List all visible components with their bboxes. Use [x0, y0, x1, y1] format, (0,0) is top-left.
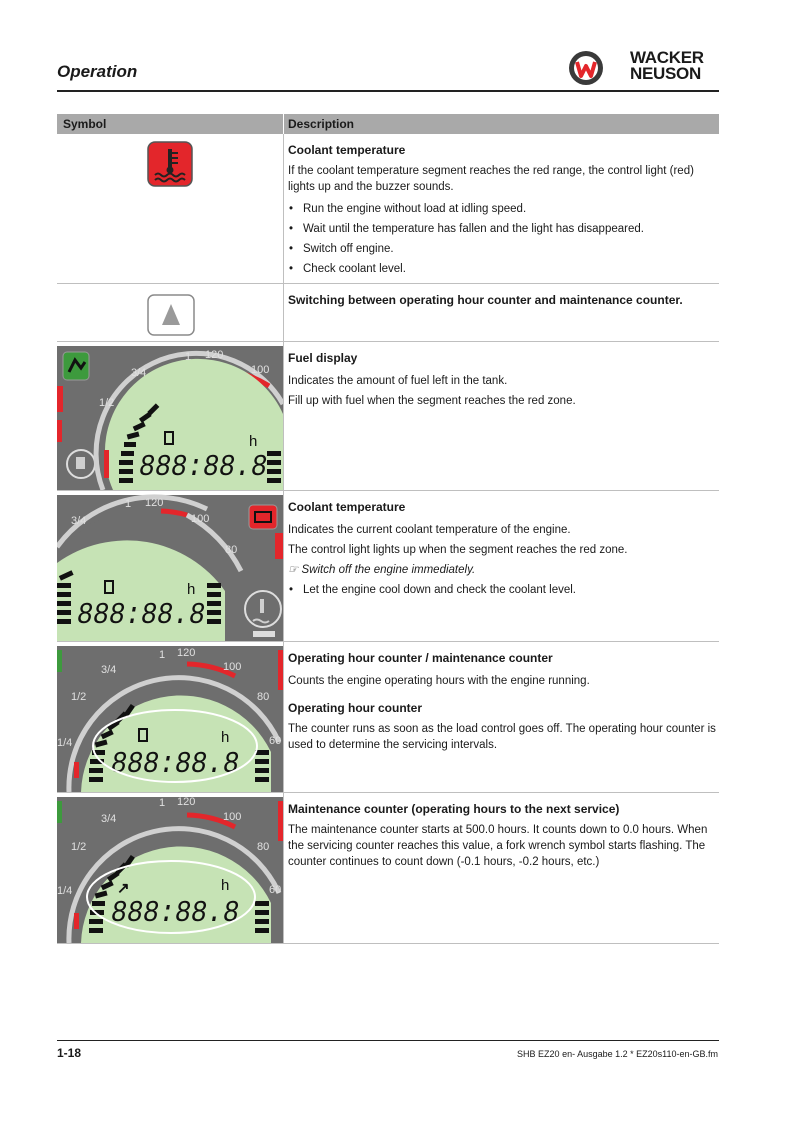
row-title: Switching between operating hour counter and maintenance counter. [288, 293, 683, 307]
row-text: Indicates the amount of fuel left in the tank. [288, 375, 508, 387]
note-line [288, 560, 718, 580]
symbol-cell [57, 793, 283, 943]
brand-line2: NEUSON [630, 64, 701, 83]
column-description-header: Description [288, 117, 355, 131]
gauge-label: 1/4 [57, 885, 73, 897]
gauge-label: 120 [205, 349, 224, 361]
description-cell [288, 291, 718, 313]
lcd-digits: 888:88.8 [111, 747, 239, 782]
row-text: Counts the engine operating hours with the engine running. [288, 675, 590, 687]
symbol-cell [57, 284, 283, 341]
gauge-label: 1/2 [71, 841, 87, 853]
gauge-label: 3/4 [131, 367, 147, 379]
symbol-cell [57, 491, 283, 641]
note-text: Switch off the engine immediately. [301, 564, 476, 576]
gauge-label: 1 [159, 797, 166, 809]
up-arrow-button-icon [147, 294, 195, 336]
gauge-label: 80 [257, 841, 270, 853]
lcd-digits: 888:88.8 [139, 450, 267, 485]
row-title: Maintenance counter (operating hours to the next service) [288, 802, 620, 816]
gauge-label: 60 [269, 884, 282, 896]
row-text: Fill up with fuel when the segment reaches the red zone. [288, 395, 576, 407]
description-cell [288, 800, 718, 874]
gauge-label: 120 [177, 796, 196, 808]
coolant-temperature-warning-icon [147, 141, 193, 187]
row-text: The counter runs as soon as the load control goes off. The operating hour counter is used to determine the servicing intervals. [288, 723, 716, 751]
hours-unit-label: h [221, 729, 230, 746]
row-text: The control light lights up when the segment reaches the red zone. [288, 544, 628, 556]
maintenance-counter-display-icon [57, 793, 283, 943]
gauge-label: 1/4 [57, 737, 73, 749]
description-cell [288, 649, 718, 757]
bullet-item: • Let the engine cool down and check the coolant level. [288, 580, 718, 600]
gauge-label: 100 [191, 513, 210, 525]
gauge-label: 100 [223, 661, 242, 673]
table-row [57, 284, 719, 342]
description-cell [288, 141, 718, 279]
gauge-label: 3/4 [71, 515, 87, 527]
table-header [57, 114, 719, 134]
table-row [57, 342, 719, 491]
description-cell [288, 498, 718, 600]
footer-divider [57, 1040, 719, 1041]
fuel-gauge-display-icon [57, 342, 283, 490]
gauge-label: 3/4 [101, 664, 117, 676]
document-reference: SHB EZ20 en- Ausgabe 1.2 * EZ20s110-en-GB.fm [517, 1049, 718, 1059]
table-row [57, 642, 719, 793]
row-title: Coolant temperature [288, 143, 406, 157]
bullet-item: • Wait until the temperature has fallen and the light has disappeared. [288, 219, 718, 239]
description-cell [288, 349, 718, 411]
header-divider [57, 90, 719, 92]
brand-logo-text [630, 50, 704, 82]
row-title: Fuel display [288, 351, 358, 365]
hand-pointer-icon: ☞ [288, 564, 299, 576]
gauge-label: 80 [257, 691, 270, 703]
row-subtitle: Operating hour counter [288, 701, 423, 715]
bullet-item: • Run the engine without load at idling speed. [288, 199, 718, 219]
hours-unit-label: h [187, 581, 196, 598]
hours-unit-label: h [249, 433, 258, 450]
brand-line1: WACKER [630, 48, 704, 67]
page-section-title: Operation [57, 62, 138, 81]
page-number: 1-18 [57, 1046, 82, 1060]
gauge-label: 3/4 [101, 813, 117, 825]
row-text: If the coolant temperature segment reaches the red range, the control light (red) lights up and the buzzer sounds. [288, 165, 694, 193]
row-title: Coolant temperature [288, 500, 406, 514]
gauge-label: 120 [177, 647, 196, 659]
gauge-label: 120 [145, 497, 164, 509]
gauge-label: 60 [269, 735, 282, 747]
symbol-cell [57, 134, 283, 283]
row-title: Operating hour counter / maintenance counter [288, 651, 553, 665]
table-row [57, 134, 719, 284]
wacker-neuson-logo-icon [568, 50, 604, 86]
gauge-label: 1 [185, 351, 192, 363]
gauge-label: 1 [125, 498, 132, 510]
gauge-label: 1/2 [99, 397, 115, 409]
row-text: The maintenance counter starts at 500.0 hours. It counts down to 0.0 hours. When the servicing counter reaches this value, a fork wrench symbol starts flashing. The counter continues to count down (-0.1 hours, -0.2 hours, etc.) [288, 824, 708, 868]
operating-hour-counter-display-icon [57, 642, 283, 792]
row-text: Indicates the current coolant temperature of the engine. [288, 524, 571, 536]
gauge-label: 1/2 [71, 691, 87, 703]
table-row [57, 491, 719, 642]
fork-wrench-icon: ↗ [117, 880, 130, 897]
gauge-label: 1 [159, 649, 166, 661]
lcd-digits: 888:88.8 [111, 896, 239, 931]
gauge-label: 100 [223, 811, 242, 823]
symbol-cell [57, 642, 283, 792]
hours-unit-label: h [221, 877, 230, 894]
gauge-label: 80 [225, 544, 238, 556]
bullet-item: • Switch off engine. [288, 239, 718, 259]
lcd-digits: 888:88.8 [77, 598, 205, 633]
bullet-item: • Check coolant level. [288, 259, 718, 279]
symbol-cell [57, 342, 283, 490]
column-symbol-header: Symbol [63, 117, 107, 131]
coolant-temperature-gauge-icon [57, 491, 283, 641]
gauge-label: 100 [251, 364, 270, 376]
table-row [57, 793, 719, 944]
